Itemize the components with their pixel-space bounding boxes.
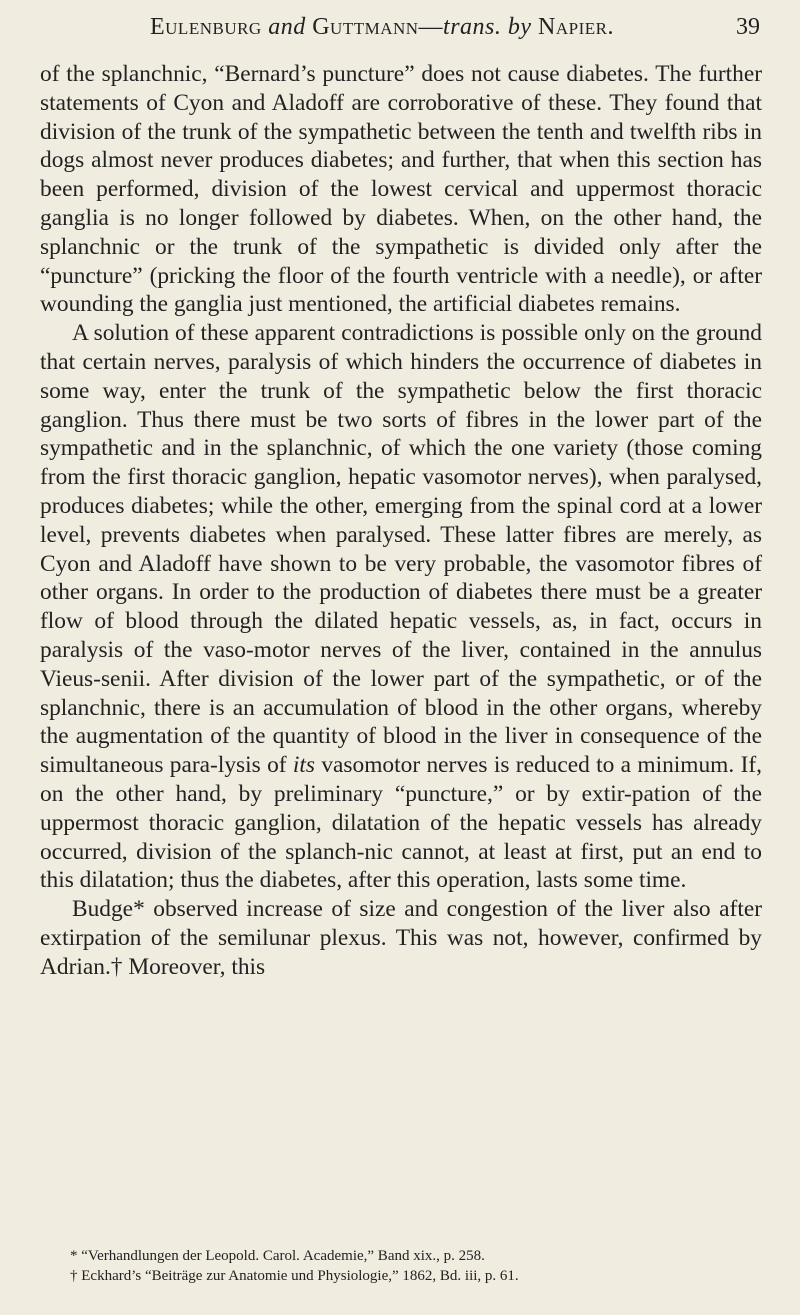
footnote-1: * “Verhandlungen der Leopold. Carol. Academie,” Band xix., p. 258. [70,1248,485,1264]
running-title [150,14,614,41]
page-number: 39 [736,14,760,40]
footnotes [70,1246,770,1286]
paragraph-2-tail: vasomotor nerves is reduced to a minimum. If, on the other hand, by preliminary “puncture,” or by extir-pation of the uppermost thoracic ganglion, dilatation of the hepatic vessels has already occurred, division of the splanch-nic cannot, at least at first, put an end to this dilatation; thus the diabetes, after this operation, lasts some time. [40,752,762,894]
author-eulenburg: Eulenburg [150,14,262,40]
paragraph-2-text: A solution of these apparent contradictions is possible only on the ground that certain nerves, paralysis of which hinders the occurrence of diabetes in some way, enter the trunk of the sympathetic below the first thoracic ganglion. Thus there must be two sorts of fibres in the lower part of the sympathetic and in the splanchnic, of which the one variety (those coming from the first thoracic ganglion, hepatic vasomotor nerves), when paralysed, produces diabetes; while the other, emerging from the spinal cord at a lower level, prevents diabetes when paralysed. These latter fibres are merely, as Cyon and Aladoff have shown to be very probable, the vasomotor fibres of other organs. In order to the production of diabetes there must be a greater flow of blood through the dilated hepatic vessels, as, in fact, occurs in paralysis of the vaso-motor nerves of the liver, contained in the annulus Vieus-senii. After division of the lower part of the sympathetic, or of the splanchnic, there is an accumulation of blood in the other organs, whereby the augmentation of the quantity of blood in the liver in consequence of the simultaneous para-lysis of [40,320,762,779]
word-and: and [268,14,306,40]
translator-napier: Napier. [538,14,614,40]
paragraph-2 [40,319,762,895]
body-text [40,60,762,982]
paragraph-1: of the splanchnic, “Bernard’s puncture” does not cause diabetes. The further statements of Cyon and Aladoff are corroborative of these. They found that division of the trunk of the sympathetic between the tenth and twelfth ribs in dogs almost never produces diabetes; and further, that when this section has been performed, division of the lowest cervical and uppermost thoracic ganglia is no longer followed by diabetes. When, on the other hand, the splanchnic or the trunk of the sympathetic is divided only after the “puncture” (pricking the floor of the fourth ventricle with a needle), or after wounding the ganglia just mentioned, the artificial diabetes remains. [40,61,762,318]
title-dash: — [418,14,444,40]
footnote-2: † Eckhard’s “Beiträge zur Anatomie und Physiologie,” 1862, Bd. iii, p. 61. [70,1268,519,1284]
running-head [0,14,800,54]
paragraph-2-emphasis: its [292,752,316,779]
author-guttmann: Guttmann [312,14,419,40]
trans-by: trans. by [443,14,532,40]
paragraph-3: Budge* observed increase of size and congestion of the liver also after extirpation of the semilunar plexus. This was not, however, confirmed by Adrian.† Moreover, this [40,896,762,980]
